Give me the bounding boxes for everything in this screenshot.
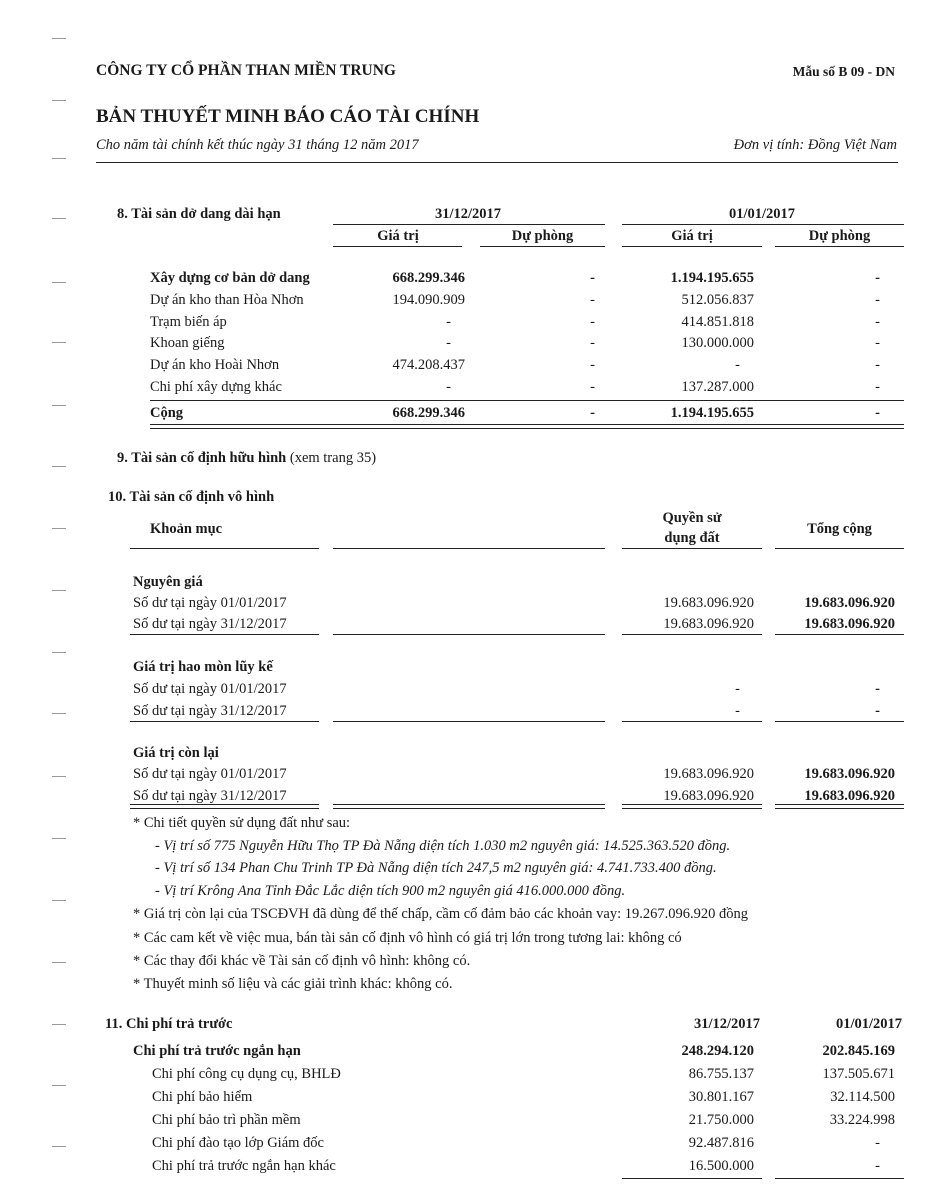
row-value-2: 33.224.998 [829, 1112, 895, 1128]
row-label: Số dư tại ngày 01/01/2017 [133, 766, 287, 782]
row-provision-2: - [875, 292, 880, 308]
column-item: Khoản mục [150, 521, 223, 537]
group-title: Giá trị còn lại [133, 745, 219, 761]
row-label: Số dư tại ngày 31/12/2017 [133, 788, 287, 804]
row-value-1: - [446, 335, 451, 351]
row-total-value: - [875, 703, 880, 719]
row-total-value: 19.683.096.920 [804, 616, 895, 632]
row-value-1: - [446, 314, 451, 330]
total-provision-1: - [590, 405, 595, 421]
note-line: * Các thay đổi khác về Tài sản cố định vô hình: không có. [133, 953, 471, 969]
note-line: - Vị trí số 134 Phan Chu Trinh TP Đà Nẵng diện tích 247,5 m2 nguyên giá: 4.741.733.400 đồng. [155, 860, 717, 876]
page-title: BẢN THUYẾT MINH BÁO CÁO TÀI CHÍNH [96, 106, 480, 127]
row-total-value: 19.683.096.920 [804, 788, 895, 804]
company-name: CÔNG TY CỔ PHẦN THAN MIỀN TRUNG [96, 62, 396, 79]
form-number: Mẫu số B 09 - DN [792, 64, 895, 79]
row-value-2: 137.287.000 [681, 379, 754, 395]
row-label: Dự án kho Hoài Nhơn [150, 357, 280, 373]
note-line: * Thuyết minh số liệu và các giải trình khác: không có. [133, 976, 453, 992]
row-value-1: 21.750.000 [688, 1112, 754, 1128]
section-9 [117, 450, 376, 467]
period-text: Cho năm tài chính kết thúc ngày 31 tháng 12 năm 2017 [96, 137, 419, 153]
row-value-2: 137.505.671 [822, 1066, 895, 1082]
column-land-line1: Quyền sử [662, 510, 722, 526]
column-provision-2: Dự phòng [808, 228, 871, 244]
row-value-1: 92.487.816 [688, 1135, 754, 1151]
row-value-1: 86.755.137 [688, 1066, 754, 1082]
row-total-value: 19.683.096.920 [804, 766, 895, 782]
group-title: Nguyên giá [133, 574, 203, 590]
column-value-2: Giá trị [671, 228, 713, 244]
row-value-2: 1.194.195.655 [670, 270, 754, 286]
column-total: Tổng cộng [807, 521, 872, 537]
row-provision-1: - [590, 292, 595, 308]
row-provision-2: - [875, 357, 880, 373]
row-value-1: 194.090.909 [392, 292, 465, 308]
row-value-2: 202.845.169 [822, 1043, 895, 1059]
row-land-value: - [735, 703, 740, 719]
section-heading: 11. Chi phí trả trước [105, 1016, 233, 1032]
row-label: Số dư tại ngày 31/12/2017 [133, 703, 287, 719]
row-label: Chi phí trả trước ngắn hạn khác [152, 1158, 336, 1174]
row-label: Số dư tại ngày 01/01/2017 [133, 681, 287, 697]
note-line: - Vị trí số 775 Nguyễn Hữu Thọ TP Đà Nẵng diện tích 1.030 m2 nguyên giá: 14.525.363.520 đồng. [155, 838, 731, 854]
column-date-1: 31/12/2017 [693, 1016, 760, 1032]
row-label: Số dư tại ngày 31/12/2017 [133, 616, 287, 632]
row-land-value: - [735, 681, 740, 697]
row-provision-2: - [875, 335, 880, 351]
total-value-1: 668.299.346 [392, 405, 465, 421]
row-value-2: - [875, 1158, 880, 1174]
column-land-line2: dụng đất [664, 530, 720, 546]
total-value-2: 1.194.195.655 [670, 405, 754, 421]
section-heading: 8. Tài sản dở dang dài hạn [117, 206, 281, 222]
note-line: - Vị trí Krông Ana Tỉnh Đắc Lắc diện tích 900 m2 nguyên giá 416.000.000 đồng. [155, 883, 626, 899]
row-label: Số dư tại ngày 01/01/2017 [133, 595, 287, 611]
row-provision-1: - [590, 314, 595, 330]
row-value-1: 30.801.167 [688, 1089, 754, 1105]
row-provision-1: - [590, 357, 595, 373]
row-land-value: 19.683.096.920 [663, 595, 754, 611]
total-provision-2: - [875, 405, 880, 421]
row-label: Xây dựng cơ bản dở dang [150, 270, 310, 286]
row-value-1: 474.208.437 [392, 357, 465, 373]
row-label: Dự án kho than Hòa Nhơn [150, 292, 304, 308]
row-label: Chi phí đào tạo lớp Giám đốc [152, 1135, 324, 1151]
section-heading: 9. Tài sản cố định hữu hình [117, 450, 287, 466]
row-land-value: 19.683.096.920 [663, 788, 754, 804]
row-value-2: 512.056.837 [681, 292, 754, 308]
row-provision-2: - [875, 314, 880, 330]
row-land-value: 19.683.096.920 [663, 616, 754, 632]
currency-unit: Đơn vị tính: Đồng Việt Nam [733, 137, 897, 153]
row-value-1: 16.500.000 [688, 1158, 754, 1174]
row-value-2: - [875, 1135, 880, 1151]
row-label: Trạm biến áp [150, 314, 227, 330]
group-title: Giá trị hao mòn lũy kế [133, 659, 273, 675]
row-provision-1: - [590, 270, 595, 286]
row-provision-1: - [590, 335, 595, 351]
row-provision-1: - [590, 379, 595, 395]
column-date-1: 31/12/2017 [434, 206, 502, 222]
row-value-1: 668.299.346 [392, 270, 465, 286]
section-heading: 10. Tài sản cố định vô hình [108, 489, 275, 505]
row-value-2: 130.000.000 [681, 335, 754, 351]
row-provision-2: - [875, 379, 880, 395]
row-value-2: 414.851.818 [681, 314, 754, 330]
row-land-value: 19.683.096.920 [663, 766, 754, 782]
column-date-2: 01/01/2017 [835, 1016, 902, 1032]
row-total-value: - [875, 681, 880, 697]
note-line: * Các cam kết về việc mua, bán tài sản cố định vô hình có giá trị lớn trong tương lai: không có [133, 930, 682, 946]
column-date-2: 01/01/2017 [728, 206, 796, 222]
row-label: Chi phí công cụ dụng cụ, BHLĐ [152, 1066, 341, 1082]
note-line: * Chi tiết quyền sử dụng đất như sau: [133, 815, 351, 831]
row-value-2: - [735, 357, 740, 373]
row-value-1: 248.294.120 [681, 1043, 754, 1059]
row-total-value: 19.683.096.920 [804, 595, 895, 611]
column-value-1: Giá trị [377, 228, 419, 244]
row-value-2: 32.114.500 [830, 1089, 895, 1105]
total-label: Cộng [150, 405, 184, 421]
row-label: Chi phí xây dựng khác [150, 379, 282, 395]
row-label: Chi phí bảo trì phần mềm [152, 1112, 301, 1128]
row-provision-2: - [875, 270, 880, 286]
row-label: Khoan giếng [150, 335, 225, 351]
row-value-1: - [446, 379, 451, 395]
note-line: * Giá trị còn lại của TSCĐVH đã dùng để thế chấp, cầm cố đảm bảo các khoản vay: 19.267.096.920 đồng [133, 906, 749, 922]
header-rule [96, 162, 898, 163]
section-note: (xem trang 35) [286, 450, 377, 466]
column-provision-1: Dự phòng [511, 228, 574, 244]
row-label: Chi phí trả trước ngắn hạn [133, 1043, 301, 1059]
row-label: Chi phí bảo hiểm [152, 1089, 253, 1105]
